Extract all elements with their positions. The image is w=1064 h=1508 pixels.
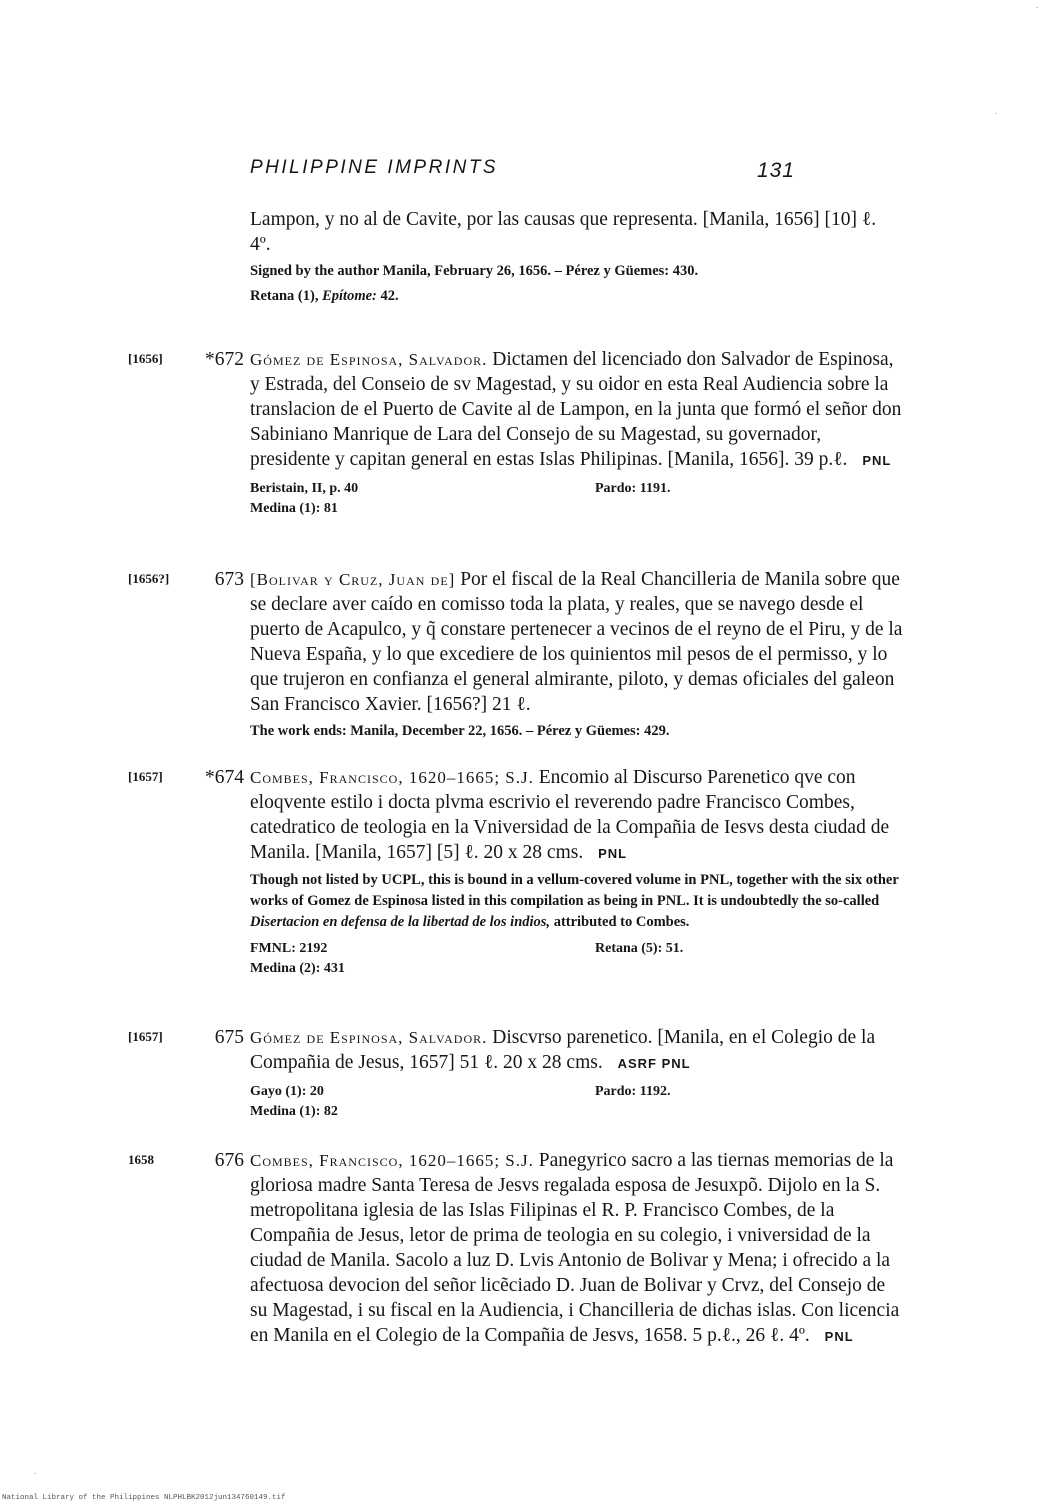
entry-number: *674 xyxy=(205,767,244,788)
entry-library: PNL xyxy=(598,846,628,861)
entry-description xyxy=(250,1148,905,1349)
reference: Medina (1): 82 xyxy=(250,1104,338,1119)
entry-library: PNL xyxy=(862,453,892,468)
entry-author: Combes, Francisco, 1620–1665; S.J. xyxy=(250,1151,534,1170)
reference: FMNL: 2192 xyxy=(250,941,328,956)
entry-673 xyxy=(128,567,908,742)
entry-date: [1657] xyxy=(128,769,163,784)
entry-library: ASRF PNL xyxy=(617,1056,691,1071)
entry-674 xyxy=(128,765,908,979)
entry-author: Gómez de Espinosa, Salvador. xyxy=(250,350,488,369)
entry-title: Panegyrico sacro a las tiernas memorias de la gloriosa madre Santa Teresa de Jesvs regalada esposa de Jesuxpõ. Dijolo en la S. metropolitana iglesia de las Islas Filipinas el R. P. Francisco Combes, de la Compañia de Jesus, letor de prima de teologia en su colegio, i vniversidad de la ciudad de Manila. Sacolo a luz D. Lvis Antonio de Bolivar y Mena; i ofrecido a la afectuosa devocion del señor licẽciado D. Juan de Bolivar y Crvz, del Consejo de su Magestad, i su fiscal en la Audiencia, i Chancilleria de dichas islas. Con licencia en Manila en el Colegio de la Compañia de Jesvs, 1658. 5 p.ℓ., 26 ℓ. 4º. xyxy=(250,1150,900,1346)
running-title: PHILIPPINE IMPRINTS xyxy=(250,157,499,178)
entry-date: 1658 xyxy=(128,1152,154,1167)
entry-number: *672 xyxy=(205,349,244,370)
page-header xyxy=(250,157,795,187)
entry-date: [1656?] xyxy=(128,571,170,586)
continued-entry-note: Signed by the author Manila, February 26, 1656. – Pérez y Güemes: 430. xyxy=(250,263,699,279)
scan-speck: · xyxy=(1036,4,1039,12)
entry-number: 675 xyxy=(214,1027,244,1048)
entry-library: PNL xyxy=(824,1329,854,1344)
entry-672 xyxy=(128,347,908,519)
entry-references xyxy=(250,1082,905,1122)
entry-date: [1657] xyxy=(128,1029,163,1044)
entry-references xyxy=(250,939,905,979)
reference: Medina (1): 81 xyxy=(250,501,338,516)
entry-note-title: Disertacion en defensa de la libertad de los indios, xyxy=(250,914,551,930)
entry-author: Combes, Francisco, 1620–1665; S.J. xyxy=(250,768,534,787)
scan-speck: · xyxy=(34,1470,37,1478)
entry-date: [1656] xyxy=(128,351,163,366)
reference: Beristain, II, p. 40 xyxy=(250,481,359,496)
entry-description xyxy=(250,1025,905,1076)
entry-note xyxy=(250,870,905,933)
entry-675 xyxy=(128,1025,908,1122)
retana-prefix: Retana (1), xyxy=(250,288,323,304)
scan-speck: · xyxy=(995,110,998,118)
entry-title: Dictamen del licenciado don Salvador de Espinosa, y Estrada, del Conseio de sv Magestad, y su oidor en esta Real Audiencia sobre la translacion de el Puerto de Cavite al de Lampon, en la junta que formó el señor don Sabiniano Manrique de Lara del Consejo de su Magestad, su governador, presidente y capitan general en estas Islas Philipinas. [Manila, 1656]. 39 p.ℓ. xyxy=(250,349,902,470)
retana-title: Epítome: xyxy=(322,288,377,304)
retana-suffix: 42. xyxy=(376,288,399,304)
continued-entry-text: Lampon, y no al de Cavite, por las causas que representa. [Manila, 1656] [10] ℓ. 4º. xyxy=(250,209,877,255)
continued-entry xyxy=(250,207,890,307)
entry-description xyxy=(250,347,905,473)
entry-note-text: attributed to Combes. xyxy=(550,914,690,930)
reference: Retana (5): 51. xyxy=(595,941,684,956)
entry-author: [Bolivar y Cruz, Juan de] xyxy=(250,570,456,589)
entry-note: The work ends: Manila, December 22, 1656. – Pérez y Güemes: 429. xyxy=(250,723,670,739)
entry-note-text: Though not listed by UCPL, this is bound in a vellum-covered volume in PNL, together with the six other works of Gomez de Espinosa listed in this compilation as being in PNL. It is undoubtedly the so-called xyxy=(250,872,899,909)
entry-description xyxy=(250,765,905,866)
scan-footer: National Library of the Philippines NLPHLBK2012jun134760149.tif xyxy=(2,1494,286,1502)
reference: Pardo: 1191. xyxy=(595,481,671,496)
entry-676 xyxy=(128,1148,908,1349)
reference: Medina (2): 431 xyxy=(250,961,345,976)
entry-description xyxy=(250,567,905,717)
entry-author: Gómez de Espinosa, Salvador. xyxy=(250,1028,488,1047)
entry-references xyxy=(250,479,905,519)
entry-title: Por el fiscal de la Real Chancilleria de Manila sobre que se declare aver caído en comisso toda la plata, y reales, que se navego desde el puerto de Acapulco, y q̃ constare pertenecer a vecinos de el reyno de el Piru, y de la Nueva España, y lo que excediere de los quinientos mil pesos de el permisso, y lo que trujeron en confianza el general almirante, piloto, y demas oficiales del galeon San Francisco Xavier. [1656?] 21 ℓ. xyxy=(250,569,903,715)
page-number: 131 xyxy=(756,159,795,182)
entry-number: 673 xyxy=(214,569,244,590)
entry-title: Discvrso parenetico. [Manila, en el Colegio de la Compañia de Jesus, 1657] 51 ℓ. 20 x 28 cms. xyxy=(250,1027,876,1073)
reference: Pardo: 1192. xyxy=(595,1084,671,1099)
continued-entry-retana xyxy=(250,286,890,307)
entry-title: Encomio al Discurso Parenetico qve con eloqvente estilo i docta plvma escrivio el reverendo padre Francisco Combes, catedratico de teologia en la Vniversidad de la Compañia de Iesvs desta ciudad de Manila. [Manila, 1657] [5] ℓ. 20 x 28 cms. xyxy=(250,767,890,863)
reference: Gayo (1): 20 xyxy=(250,1084,324,1099)
entry-number: 676 xyxy=(214,1150,244,1171)
